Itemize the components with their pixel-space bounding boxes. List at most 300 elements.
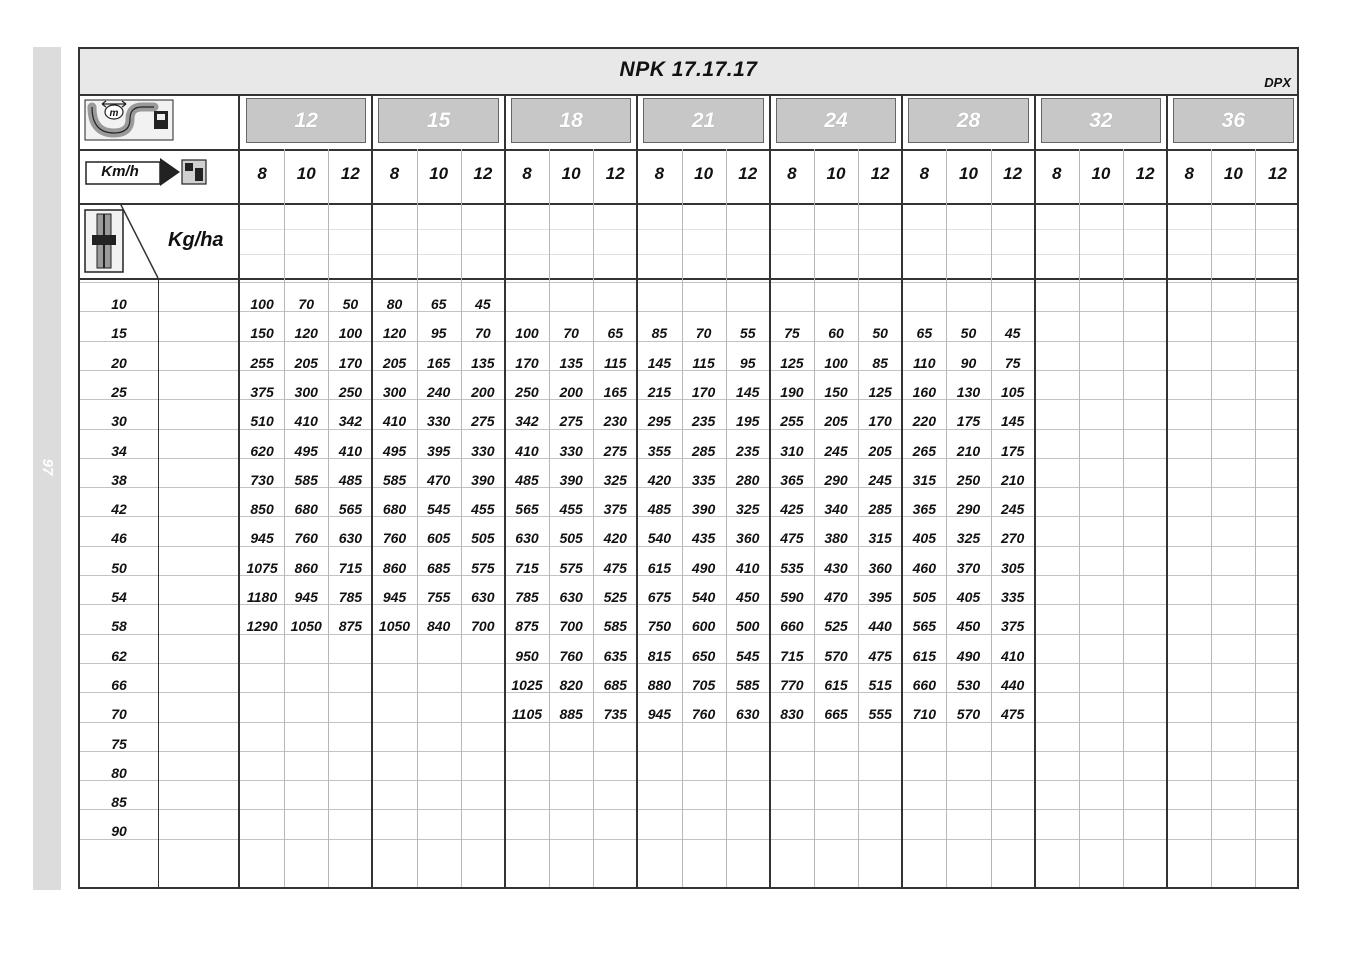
rate-cell: 255 bbox=[780, 413, 804, 430]
opening-position: 50 bbox=[111, 559, 127, 576]
opening-position: 10 bbox=[111, 296, 127, 312]
rate-cell: 310 bbox=[780, 442, 804, 459]
rate-cell: 355 bbox=[647, 442, 672, 459]
rate-cell: 420 bbox=[603, 530, 627, 547]
rate-cell: 395 bbox=[868, 589, 892, 605]
header-rule bbox=[80, 278, 1297, 280]
opening-position: 46 bbox=[111, 530, 127, 547]
rate-cell: 570 bbox=[824, 647, 848, 664]
rate-cell: 250 bbox=[338, 383, 363, 400]
rate-cell: 680 bbox=[382, 501, 407, 518]
working-width-36: 36 bbox=[1173, 98, 1293, 143]
working-width-32: 32 bbox=[1041, 98, 1161, 143]
rate-cell: 255 bbox=[250, 354, 274, 371]
rate-cell: 575 bbox=[559, 559, 583, 576]
rate-cell: 85 bbox=[651, 325, 668, 342]
rate-cell: 715 bbox=[338, 559, 363, 576]
rate-cell: 755 bbox=[426, 589, 451, 605]
speed-8: 8 bbox=[1052, 164, 1062, 183]
rate-cell: 840 bbox=[426, 618, 451, 635]
rate-cell: 705 bbox=[691, 676, 716, 693]
rate-cell: 205 bbox=[868, 442, 892, 459]
rate-cell: 75 bbox=[1004, 354, 1021, 371]
rate-cell: 110 bbox=[913, 354, 936, 371]
rate-cell: 505 bbox=[912, 589, 936, 605]
rate-cell: 380 bbox=[824, 530, 848, 547]
rate-cell: 760 bbox=[294, 530, 318, 547]
rate-cell: 500 bbox=[736, 618, 760, 635]
rate-cell: 395 bbox=[426, 442, 451, 459]
rate-cell: 65 bbox=[916, 325, 933, 342]
rate-cell: 50 bbox=[960, 325, 977, 342]
rate-cell: 675 bbox=[647, 589, 672, 605]
rate-cell: 280 bbox=[736, 471, 760, 488]
rate-cell: 440 bbox=[868, 618, 892, 635]
rate-cell: 830 bbox=[780, 706, 804, 723]
speed-8: 8 bbox=[919, 164, 930, 183]
rate-cell: 145 bbox=[647, 354, 672, 371]
speed-12: 12 bbox=[1268, 164, 1287, 183]
rate-cell: 170 bbox=[338, 354, 363, 371]
rate-cell: 510 bbox=[250, 413, 274, 430]
rate-cell: 405 bbox=[956, 589, 981, 605]
speed-10: 10 bbox=[296, 164, 316, 183]
rate-cell: 220 bbox=[912, 413, 936, 430]
rate-cell: 160 bbox=[912, 383, 936, 400]
speed-10: 10 bbox=[561, 164, 581, 183]
rate-cell: 585 bbox=[736, 676, 760, 693]
rate-cell: 475 bbox=[1000, 706, 1025, 723]
rate-cell: 342 bbox=[515, 413, 539, 430]
speed-10: 10 bbox=[959, 164, 978, 183]
rate-cell: 945 bbox=[250, 530, 274, 547]
speed-10: 10 bbox=[826, 164, 846, 183]
rate-cell: 850 bbox=[250, 501, 274, 518]
rate-cell: 215 bbox=[647, 383, 672, 400]
rate-cell: 145 bbox=[1000, 413, 1025, 430]
rate-table bbox=[78, 47, 1299, 889]
row-rule bbox=[80, 780, 1297, 781]
opening-gauge-icon bbox=[84, 209, 124, 273]
rate-cell: 650 bbox=[691, 647, 716, 664]
column-rule bbox=[1211, 149, 1212, 889]
rate-cell: 685 bbox=[426, 559, 451, 576]
rate-cell: 880 bbox=[647, 676, 672, 693]
rate-cell: 630 bbox=[515, 530, 539, 547]
rate-cell: 60 bbox=[828, 325, 844, 342]
rate-cell: 50 bbox=[342, 296, 359, 312]
rate-cell: 715 bbox=[780, 647, 804, 664]
row-rule bbox=[80, 751, 1297, 752]
column-rule bbox=[1123, 149, 1124, 889]
rate-cell: 540 bbox=[647, 530, 672, 547]
rate-cell: 165 bbox=[603, 383, 627, 400]
rate-cell: 665 bbox=[824, 706, 848, 723]
speed-8: 8 bbox=[257, 164, 267, 183]
rate-cell: 100 bbox=[250, 296, 274, 312]
rate-cell: 290 bbox=[956, 501, 981, 518]
rate-cell: 55 bbox=[739, 325, 756, 342]
opening-position: 66 bbox=[111, 676, 127, 693]
rate-cell: 615 bbox=[824, 676, 848, 693]
rate-cell: 525 bbox=[824, 618, 848, 635]
speed-8: 8 bbox=[1184, 164, 1194, 183]
rate-cell: 585 bbox=[294, 471, 318, 488]
rate-cell: 485 bbox=[338, 471, 363, 488]
rate-cell: 315 bbox=[912, 471, 936, 488]
rate-cell: 530 bbox=[956, 676, 981, 693]
rate-cell: 605 bbox=[426, 530, 451, 547]
rate-cell: 475 bbox=[868, 647, 892, 664]
column-rule bbox=[1079, 149, 1080, 889]
rate-cell: 50 bbox=[872, 325, 888, 342]
rate-cell: 410 bbox=[1000, 647, 1025, 664]
rate-cell: 565 bbox=[338, 501, 363, 518]
rate-cell: 505 bbox=[471, 530, 495, 547]
opening-position: 30 bbox=[111, 413, 127, 430]
rate-cell: 250 bbox=[515, 383, 539, 400]
rate-cell: 120 bbox=[382, 325, 407, 342]
rate-cell: 735 bbox=[603, 706, 627, 723]
rate-cell: 45 bbox=[475, 296, 491, 312]
rate-cell: 100 bbox=[515, 325, 539, 342]
rate-cell: 495 bbox=[382, 442, 407, 459]
rate-cell: 860 bbox=[294, 559, 318, 576]
rate-cell: 460 bbox=[912, 559, 936, 576]
rate-cell: 360 bbox=[868, 559, 892, 576]
rate-cell: 125 bbox=[780, 354, 804, 371]
speed-12: 12 bbox=[738, 164, 758, 183]
rate-cell: 760 bbox=[559, 647, 583, 664]
rate-cell: 325 bbox=[736, 501, 760, 518]
rate-cell: 410 bbox=[515, 442, 539, 459]
rate-cell: 315 bbox=[868, 530, 892, 547]
opening-position: 54 bbox=[111, 589, 127, 605]
rate-cell: 495 bbox=[294, 442, 318, 459]
rate-cell: 785 bbox=[515, 589, 539, 605]
rate-cell: 600 bbox=[691, 618, 716, 635]
rate-cell: 470 bbox=[426, 471, 451, 488]
rate-cell: 750 bbox=[647, 618, 672, 635]
rate-cell: 405 bbox=[912, 530, 936, 547]
rate-cell: 410 bbox=[382, 413, 407, 430]
rate-cell: 475 bbox=[780, 530, 804, 547]
rate-cell: 275 bbox=[603, 442, 627, 459]
rate-cell: 620 bbox=[250, 442, 274, 459]
speed-10: 10 bbox=[694, 164, 714, 183]
rate-cell: 770 bbox=[780, 676, 804, 693]
working-width-18: 18 bbox=[511, 98, 631, 143]
rate-cell: 235 bbox=[691, 413, 716, 430]
speed-8: 8 bbox=[787, 164, 797, 183]
rate-cell: 70 bbox=[475, 325, 491, 342]
rate-cell: 660 bbox=[912, 676, 936, 693]
rate-cell: 450 bbox=[736, 589, 760, 605]
rate-cell: 875 bbox=[338, 618, 363, 635]
rate-cell: 370 bbox=[956, 559, 981, 576]
rate-cell: 585 bbox=[382, 471, 407, 488]
rate-cell: 420 bbox=[647, 471, 672, 488]
rate-cell: 175 bbox=[1000, 442, 1025, 459]
opening-position: 70 bbox=[111, 706, 127, 723]
rate-cell: 245 bbox=[1000, 501, 1025, 518]
rate-cell: 1075 bbox=[246, 559, 278, 576]
rate-cell: 700 bbox=[559, 618, 583, 635]
rate-cell: 300 bbox=[382, 383, 407, 400]
rate-cell: 342 bbox=[338, 413, 363, 430]
rate-cell: 875 bbox=[515, 618, 539, 635]
rate-cell: 80 bbox=[386, 296, 403, 312]
opening-position: 75 bbox=[111, 735, 127, 752]
row-rule bbox=[80, 809, 1297, 810]
speed-unit-label: Km/h bbox=[101, 163, 139, 180]
rate-cell: 45 bbox=[1004, 325, 1021, 342]
opening-position: 25 bbox=[111, 383, 127, 400]
rate-cell: 365 bbox=[912, 501, 936, 518]
rate-cell: 230 bbox=[603, 413, 627, 430]
rate-cell: 710 bbox=[912, 706, 936, 723]
rate-cell: 1290 bbox=[246, 618, 278, 635]
rate-cell: 390 bbox=[471, 471, 495, 488]
rate-cell: 760 bbox=[382, 530, 407, 547]
speed-12: 12 bbox=[605, 164, 625, 183]
rate-cell: 945 bbox=[382, 589, 407, 605]
rate-cell: 860 bbox=[382, 559, 407, 576]
rate-cell: 190 bbox=[780, 383, 804, 400]
rate-cell: 240 bbox=[426, 383, 451, 400]
rate-cell: 340 bbox=[824, 501, 848, 518]
rate-cell: 245 bbox=[868, 471, 892, 488]
rate-cell: 360 bbox=[736, 530, 760, 547]
rate-cell: 285 bbox=[868, 501, 892, 518]
rate-cell: 390 bbox=[691, 501, 716, 518]
rate-cell: 70 bbox=[695, 325, 712, 342]
rate-cell: 570 bbox=[956, 706, 981, 723]
rate-cell: 615 bbox=[647, 559, 672, 576]
rate-cell: 170 bbox=[515, 354, 539, 371]
rate-cell: 295 bbox=[647, 413, 672, 430]
rate-cell: 170 bbox=[868, 413, 892, 430]
rate-cell: 265 bbox=[912, 442, 936, 459]
rate-cell: 455 bbox=[559, 501, 583, 518]
rate-cell: 1025 bbox=[511, 676, 543, 693]
rate-cell: 485 bbox=[515, 471, 539, 488]
rate-cell: 150 bbox=[824, 383, 848, 400]
rate-cell: 65 bbox=[430, 296, 447, 312]
page-number: 97 bbox=[39, 458, 56, 476]
rate-cell: 660 bbox=[780, 618, 804, 635]
rate-cell: 290 bbox=[824, 471, 848, 488]
rate-cell: 125 bbox=[868, 383, 892, 400]
rate-cell: 565 bbox=[912, 618, 936, 635]
speed-10: 10 bbox=[1091, 164, 1111, 183]
speed-12: 12 bbox=[1003, 164, 1023, 183]
rate-cell: 75 bbox=[784, 325, 800, 342]
group-rule bbox=[1166, 94, 1168, 889]
rate-cell: 270 bbox=[1000, 530, 1025, 547]
rate-cell: 335 bbox=[1000, 589, 1025, 605]
rate-cell: 1050 bbox=[290, 618, 322, 635]
speed-12: 12 bbox=[870, 164, 890, 183]
rate-cell: 945 bbox=[647, 706, 672, 723]
opening-position: 38 bbox=[111, 471, 127, 488]
row-rule bbox=[80, 282, 1297, 283]
opening-position: 58 bbox=[111, 618, 127, 635]
rate-cell: 700 bbox=[471, 618, 495, 635]
rate-cell: 635 bbox=[603, 647, 627, 664]
opening-position: 34 bbox=[111, 442, 127, 459]
rate-cell: 275 bbox=[559, 413, 583, 430]
rate-cell: 435 bbox=[691, 530, 716, 547]
rate-cell: 410 bbox=[338, 442, 363, 459]
rate-cell: 195 bbox=[736, 413, 760, 430]
rate-cell: 85 bbox=[872, 354, 888, 371]
rate-cell: 90 bbox=[960, 354, 977, 371]
rate-cell: 1180 bbox=[247, 589, 278, 605]
rate-cell: 450 bbox=[956, 618, 981, 635]
column-rule bbox=[158, 278, 159, 889]
rate-cell: 820 bbox=[559, 676, 583, 693]
rate-cell: 525 bbox=[603, 589, 627, 605]
rate-cell: 945 bbox=[294, 589, 318, 605]
column-rule bbox=[1255, 149, 1256, 889]
rate-cell: 150 bbox=[250, 325, 274, 342]
rate-cell: 430 bbox=[824, 559, 848, 576]
rate-cell: 285 bbox=[691, 442, 716, 459]
opening-position: 80 bbox=[111, 764, 127, 781]
rate-cell: 425 bbox=[780, 501, 804, 518]
rate-cell: 485 bbox=[647, 501, 672, 518]
rate-cell: 165 bbox=[426, 354, 451, 371]
rate-cell: 145 bbox=[736, 383, 760, 400]
rate-cell: 330 bbox=[471, 442, 495, 459]
rate-cell: 585 bbox=[603, 618, 627, 635]
opening-position: 42 bbox=[111, 501, 127, 518]
rate-cell: 590 bbox=[780, 589, 804, 605]
rate-cell: 130 bbox=[956, 383, 981, 400]
working-width-21: 21 bbox=[643, 98, 763, 143]
rate-cell: 375 bbox=[1000, 618, 1025, 635]
rate-cell: 170 bbox=[691, 383, 716, 400]
opening-position: 90 bbox=[111, 823, 127, 840]
rate-cell: 545 bbox=[426, 501, 451, 518]
rate-cell: 715 bbox=[515, 559, 539, 576]
rate-unit-label: Kg/ha bbox=[168, 229, 224, 251]
rate-cell: 300 bbox=[294, 383, 318, 400]
rate-cell: 730 bbox=[250, 471, 274, 488]
rate-cell: 70 bbox=[563, 325, 579, 342]
rate-cell: 210 bbox=[1000, 471, 1025, 488]
rate-cell: 455 bbox=[471, 501, 495, 518]
speed-8: 8 bbox=[654, 164, 665, 183]
rate-cell: 205 bbox=[824, 413, 848, 430]
rate-cell: 630 bbox=[736, 706, 760, 723]
rate-cell: 375 bbox=[603, 501, 627, 518]
rate-cell: 100 bbox=[338, 325, 363, 342]
rate-cell: 95 bbox=[739, 354, 756, 371]
rate-cell: 275 bbox=[471, 413, 495, 430]
rate-cell: 305 bbox=[1000, 559, 1025, 576]
rate-cell: 535 bbox=[780, 559, 804, 576]
rate-cell: 490 bbox=[956, 647, 981, 664]
header-diagonal bbox=[120, 203, 202, 279]
rate-cell: 200 bbox=[471, 383, 495, 400]
rate-cell: 375 bbox=[250, 383, 274, 400]
working-width-24: 24 bbox=[776, 98, 896, 143]
rate-cell: 440 bbox=[1000, 676, 1025, 693]
speed-12: 12 bbox=[473, 164, 493, 183]
rate-cell: 410 bbox=[736, 559, 760, 576]
rate-cell: 200 bbox=[559, 383, 583, 400]
rate-cell: 545 bbox=[736, 647, 760, 664]
working-width-icon bbox=[84, 99, 174, 141]
rate-cell: 615 bbox=[912, 647, 936, 664]
rate-cell: 630 bbox=[471, 589, 495, 605]
rate-cell: 815 bbox=[647, 647, 672, 664]
rate-cell: 250 bbox=[956, 471, 981, 488]
rate-cell: 95 bbox=[430, 325, 447, 342]
rate-cell: 330 bbox=[559, 442, 583, 459]
rate-cell: 565 bbox=[515, 501, 539, 518]
opening-position: 62 bbox=[111, 647, 127, 664]
speed-12: 12 bbox=[1135, 164, 1155, 183]
rate-cell: 245 bbox=[824, 442, 848, 459]
working-width-15: 15 bbox=[378, 98, 498, 143]
rate-cell: 205 bbox=[294, 354, 318, 371]
rate-cell: 115 bbox=[692, 354, 715, 371]
working-width-12: 12 bbox=[246, 98, 366, 143]
rate-cell: 685 bbox=[603, 676, 627, 693]
rate-cell: 490 bbox=[691, 559, 716, 576]
rate-cell: 950 bbox=[515, 647, 539, 664]
rate-cell: 100 bbox=[824, 354, 848, 371]
svg-text:m: m bbox=[109, 108, 119, 119]
rate-cell: 135 bbox=[559, 354, 583, 371]
document-title: NPK 17.17.17 bbox=[619, 58, 758, 81]
opening-position: 85 bbox=[111, 794, 127, 811]
rate-cell: 325 bbox=[603, 471, 627, 488]
rate-cell: 70 bbox=[298, 296, 314, 312]
rate-cell: 630 bbox=[338, 530, 363, 547]
rate-cell: 470 bbox=[824, 589, 848, 605]
rate-cell: 65 bbox=[607, 325, 624, 342]
model-code: DPX bbox=[1264, 75, 1291, 90]
rate-cell: 885 bbox=[559, 706, 583, 723]
rate-cell: 175 bbox=[956, 413, 981, 430]
header-rule bbox=[80, 149, 1297, 151]
rate-cell: 135 bbox=[471, 354, 495, 371]
rate-cell: 120 bbox=[294, 325, 318, 342]
rate-cell: 555 bbox=[868, 706, 892, 723]
rate-cell: 210 bbox=[956, 442, 981, 459]
rate-cell: 330 bbox=[426, 413, 451, 430]
rate-cell: 760 bbox=[691, 706, 716, 723]
rate-cell: 205 bbox=[382, 354, 407, 371]
rate-cell: 785 bbox=[338, 589, 363, 605]
rate-cell: 515 bbox=[868, 676, 892, 693]
rate-cell: 1050 bbox=[378, 618, 411, 635]
rate-cell: 505 bbox=[559, 530, 583, 547]
rate-cell: 540 bbox=[691, 589, 716, 605]
header-rule bbox=[80, 203, 1297, 205]
speed-12: 12 bbox=[340, 164, 360, 183]
rate-cell: 115 bbox=[604, 354, 627, 371]
row-rule bbox=[80, 839, 1297, 840]
speed-10: 10 bbox=[429, 164, 449, 183]
opening-position: 15 bbox=[111, 325, 127, 342]
speed-8: 8 bbox=[389, 164, 400, 183]
title-band bbox=[80, 49, 1297, 96]
